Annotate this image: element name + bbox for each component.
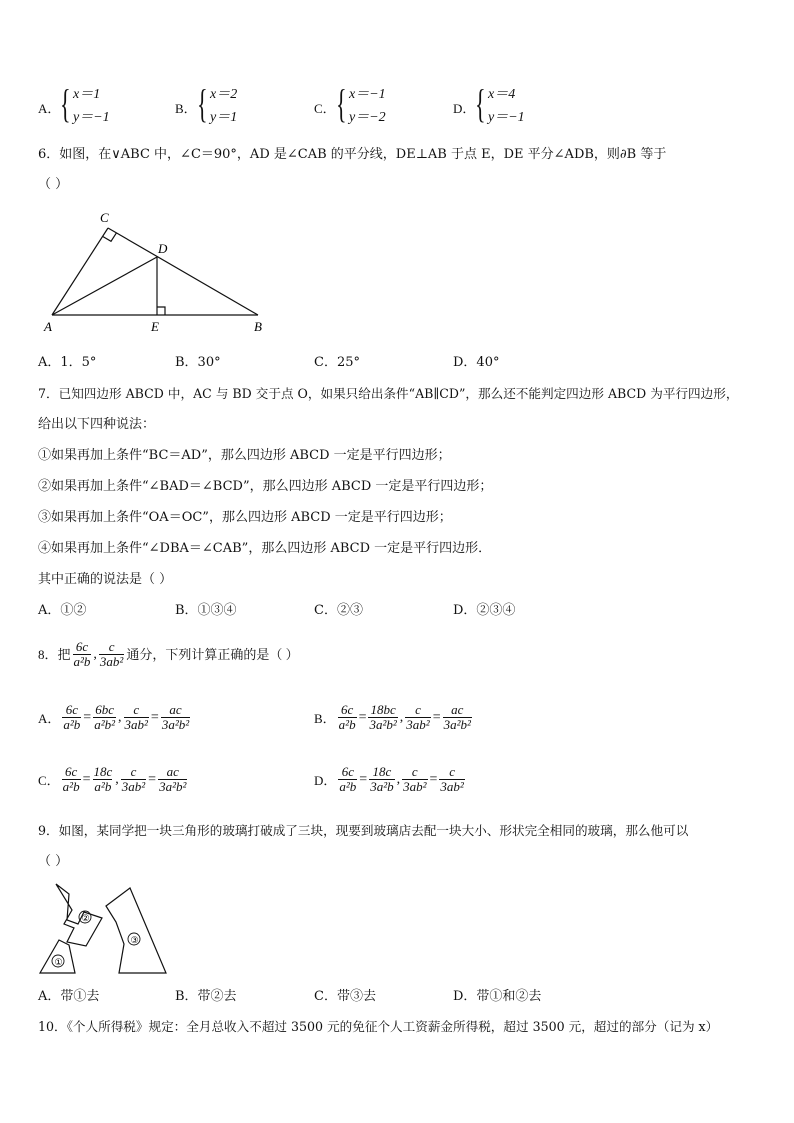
piece-label-2: ② — [81, 913, 90, 923]
q9-glass-pieces-figure — [36, 880, 176, 980]
q7-option-b: B．①③④ — [175, 603, 237, 618]
q7-option-d: D．②③④ — [453, 603, 516, 618]
q6-option-b: B．30° — [175, 355, 221, 370]
q6-option-a: A．1．5° — [38, 355, 97, 370]
piece-label-1: ① — [54, 957, 63, 967]
q7-question: 其中正确的说法是（ ） — [38, 572, 173, 587]
q6-triangle-figure — [40, 205, 280, 335]
q7-statement-1: ①如果再加上条件“BC＝AD”，那么四边形 ABCD 一定是平行四边形； — [38, 448, 451, 463]
q9-stem: 9．如图，某同学把一块三角形的玻璃打破成了三块，现要到玻璃店去配一块大小、形状完全相同的玻璃，那么他可以 — [38, 823, 689, 838]
piece-label-3: ③ — [130, 935, 139, 945]
q8-option-a: A． $\frac{6c}{\text{a²b}}$ = $\frac{6bc}{\text{a²b²}}$ , $\frac{c}{\text{3ab²}}$ = $\frac{ac}{\text{3a²b²}}$ — [38, 702, 190, 732]
q6-stem: 6．如图，在∨ABC 中，∠C＝90°，AD 是∠CAB 的平分线，DE⊥AB 于点 E，DE 平分∠ADB，则∂B 等于 — [38, 147, 667, 162]
piece-3 — [106, 888, 166, 973]
q9-option-c: C．带③去 — [314, 989, 376, 1004]
q6-option-d: D．40° — [453, 355, 500, 370]
q7-statement-2: ②如果再加上条件“∠BAD＝∠BCD”，那么四边形 ABCD 一定是平行四边形； — [38, 479, 493, 494]
q7-statement-4: ④如果再加上条件“∠DBA＝∠CAB”，那么四边形 ABCD 一定是平行四边形． — [38, 541, 492, 556]
q6-option-c: C．25° — [314, 355, 360, 370]
q7-option-c: C．②③ — [314, 603, 363, 618]
q7-stem-line1: 7．已知四边形 ABCD 中，AC 与 BD 交于点 O，如果只给出条件“AB∥CD”，那么还不能判定四边形 ABCD 为平行四边形， — [38, 386, 739, 401]
q9-paren: （ ） — [38, 854, 69, 869]
q7-option-a: A．①② — [38, 603, 87, 618]
q9-option-a: A．带①去 — [38, 989, 100, 1004]
q9-option-b: B．带②去 — [175, 989, 237, 1004]
label-b: B — [254, 319, 262, 334]
label-a: A — [44, 319, 52, 334]
q8-stem: 8．把 $\frac{6c}{\text{a²b}}$ , $\frac{c}{\text{3ab²}}$ 通分，下列计算正确的是（ ） — [38, 639, 299, 669]
q8-option-b: B． $\frac{6c}{\text{a²b}}$ = $\frac{18bc}{\text{3a²b²}}$ , $\frac{c}{\text{3ab²}}$ = $\frac{ac}{\text{3a²b²}}$ — [314, 702, 471, 732]
q8-option-d: D． $\frac{6c}{\text{a²b}}$ = $\frac{18c}{\text{3a²b}}$ , $\frac{c}{\text{3ab²}}$ = $\frac{c}{\text{3ab²}}$ — [314, 764, 464, 794]
q7-stem-line2: 给出以下四种说法： — [38, 417, 156, 432]
q9-option-d: D．带①和②去 — [453, 989, 542, 1004]
q6-paren: （ ） — [38, 177, 69, 192]
q10-stem: 10．《个人所得税》规定：全月总收入不超过 3500 元的免征个人工资薪金所得税，超过 3500 元，超过的部分（记为 x） — [38, 1019, 719, 1034]
q8-option-c: C． $\frac{6c}{\text{a²b}}$ = $\frac{18c}{\text{a²b}}$ , $\frac{c}{\text{3ab²}}$ = $\frac{ac}{\text{3a²b²}}$ — [38, 764, 187, 794]
label-e: E — [151, 319, 159, 334]
q7-statement-3: ③如果再加上条件“OA＝OC”，那么四边形 ABCD 一定是平行四边形； — [38, 510, 452, 525]
label-d: D — [158, 241, 168, 256]
label-c: C — [100, 210, 109, 225]
